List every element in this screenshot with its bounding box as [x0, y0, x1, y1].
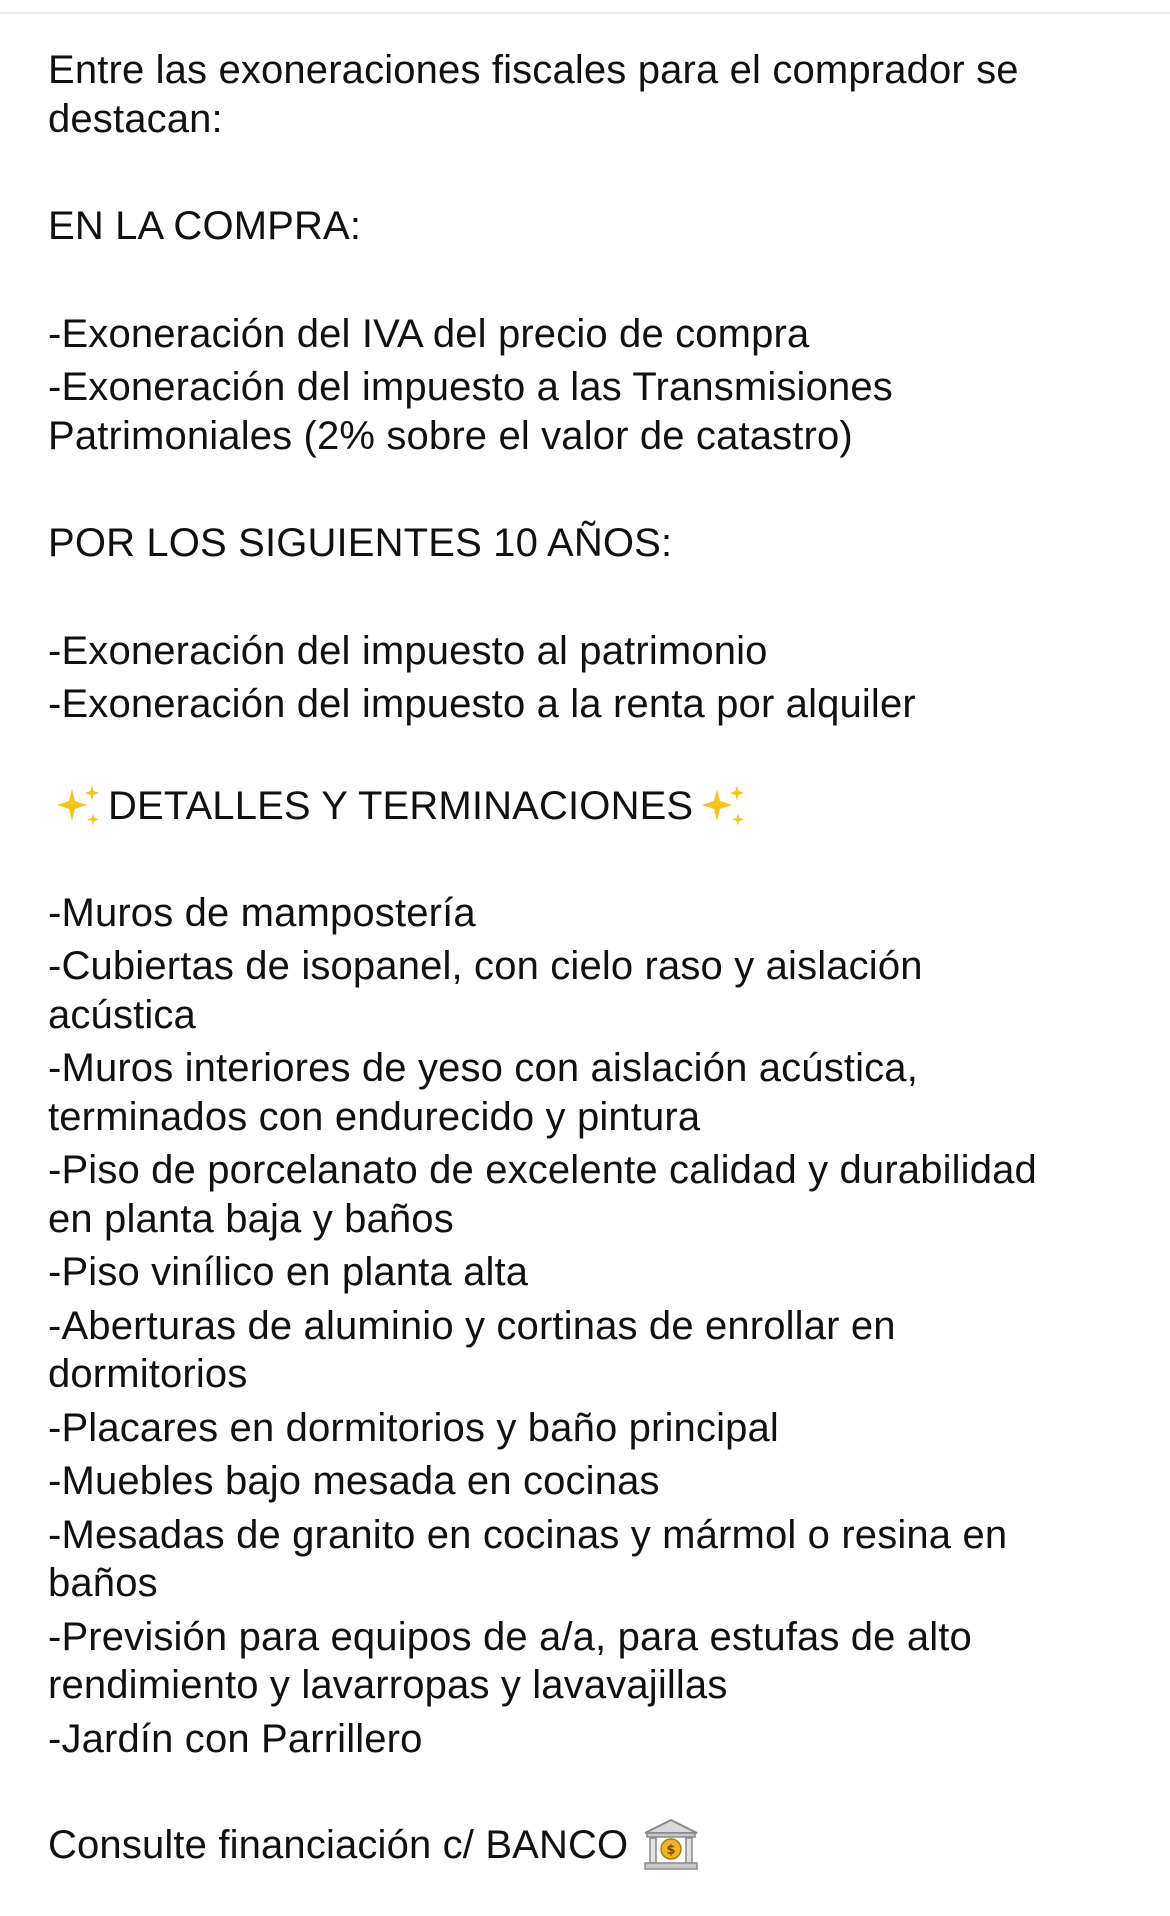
- bank-icon: [642, 1817, 700, 1873]
- detalles-item: -Placares en dormitorios y baño principal: [48, 1405, 779, 1450]
- compra-item: -Exoneración del impuesto a las Transmisiones Patrimoniales (2% sobre el valor de catastro): [48, 365, 893, 458]
- detalles-item: -Muros interiores de yeso con aislación acústica, terminados con endurecido y pintura: [48, 1046, 918, 1139]
- detalles-item: -Jardín con Parrillero: [48, 1716, 423, 1761]
- compra-item: -Exoneración del IVA del precio de compra: [48, 311, 810, 356]
- detalles-item: -Piso vinílico en planta alta: [48, 1250, 529, 1294]
- detalles-item: -Muros de mampostería: [48, 890, 476, 935]
- detalles-item: -Mesadas de granito en cocinas y mármol o resina en baños: [48, 1512, 1008, 1605]
- footer-text: Consulte financiación c/ BANCO: [48, 1822, 629, 1867]
- detalles-heading-text: DETALLES Y TERMINACIONES: [108, 784, 694, 829]
- detalles-item: -Cubiertas de isopanel, con cielo raso y aislación acústica: [48, 944, 923, 1037]
- siguientes-item: -Exoneración del impuesto a la renta por alquiler: [48, 682, 916, 726]
- detalles-item: -Previsión para equipos de a/a, para estufas de alto rendimiento y lavarropas y lavavajillas: [48, 1614, 972, 1707]
- detalles-list: [48, 889, 1128, 1764]
- message-body: [48, 46, 1128, 1873]
- detalles-item: -Aberturas de aluminio y cortinas de enrollar en dormitorios: [48, 1303, 896, 1396]
- detalles-item: -Piso de porcelanato de excelente calidad y durabilidad en planta baja y baños: [48, 1148, 1037, 1241]
- intro-line-1: Entre las exoneraciones fiscales para el comprador se: [48, 48, 1019, 92]
- footer-line: [48, 1817, 1128, 1873]
- top-divider: [0, 12, 1170, 14]
- siguientes-heading: POR LOS SIGUIENTES 10 AÑOS:: [48, 521, 673, 565]
- detalles-item: -Muebles bajo mesada en cocinas: [48, 1459, 660, 1503]
- intro-line-2: destacan:: [48, 96, 223, 141]
- detalles-heading: [48, 779, 1128, 835]
- sparkles-icon: [693, 781, 753, 833]
- siguientes-item: -Exoneración del impuesto al patrimonio: [48, 628, 768, 673]
- sparkles-icon: [48, 781, 108, 833]
- svg-text:$: $: [666, 1843, 676, 1858]
- compra-heading: EN LA COMPRA:: [48, 204, 362, 248]
